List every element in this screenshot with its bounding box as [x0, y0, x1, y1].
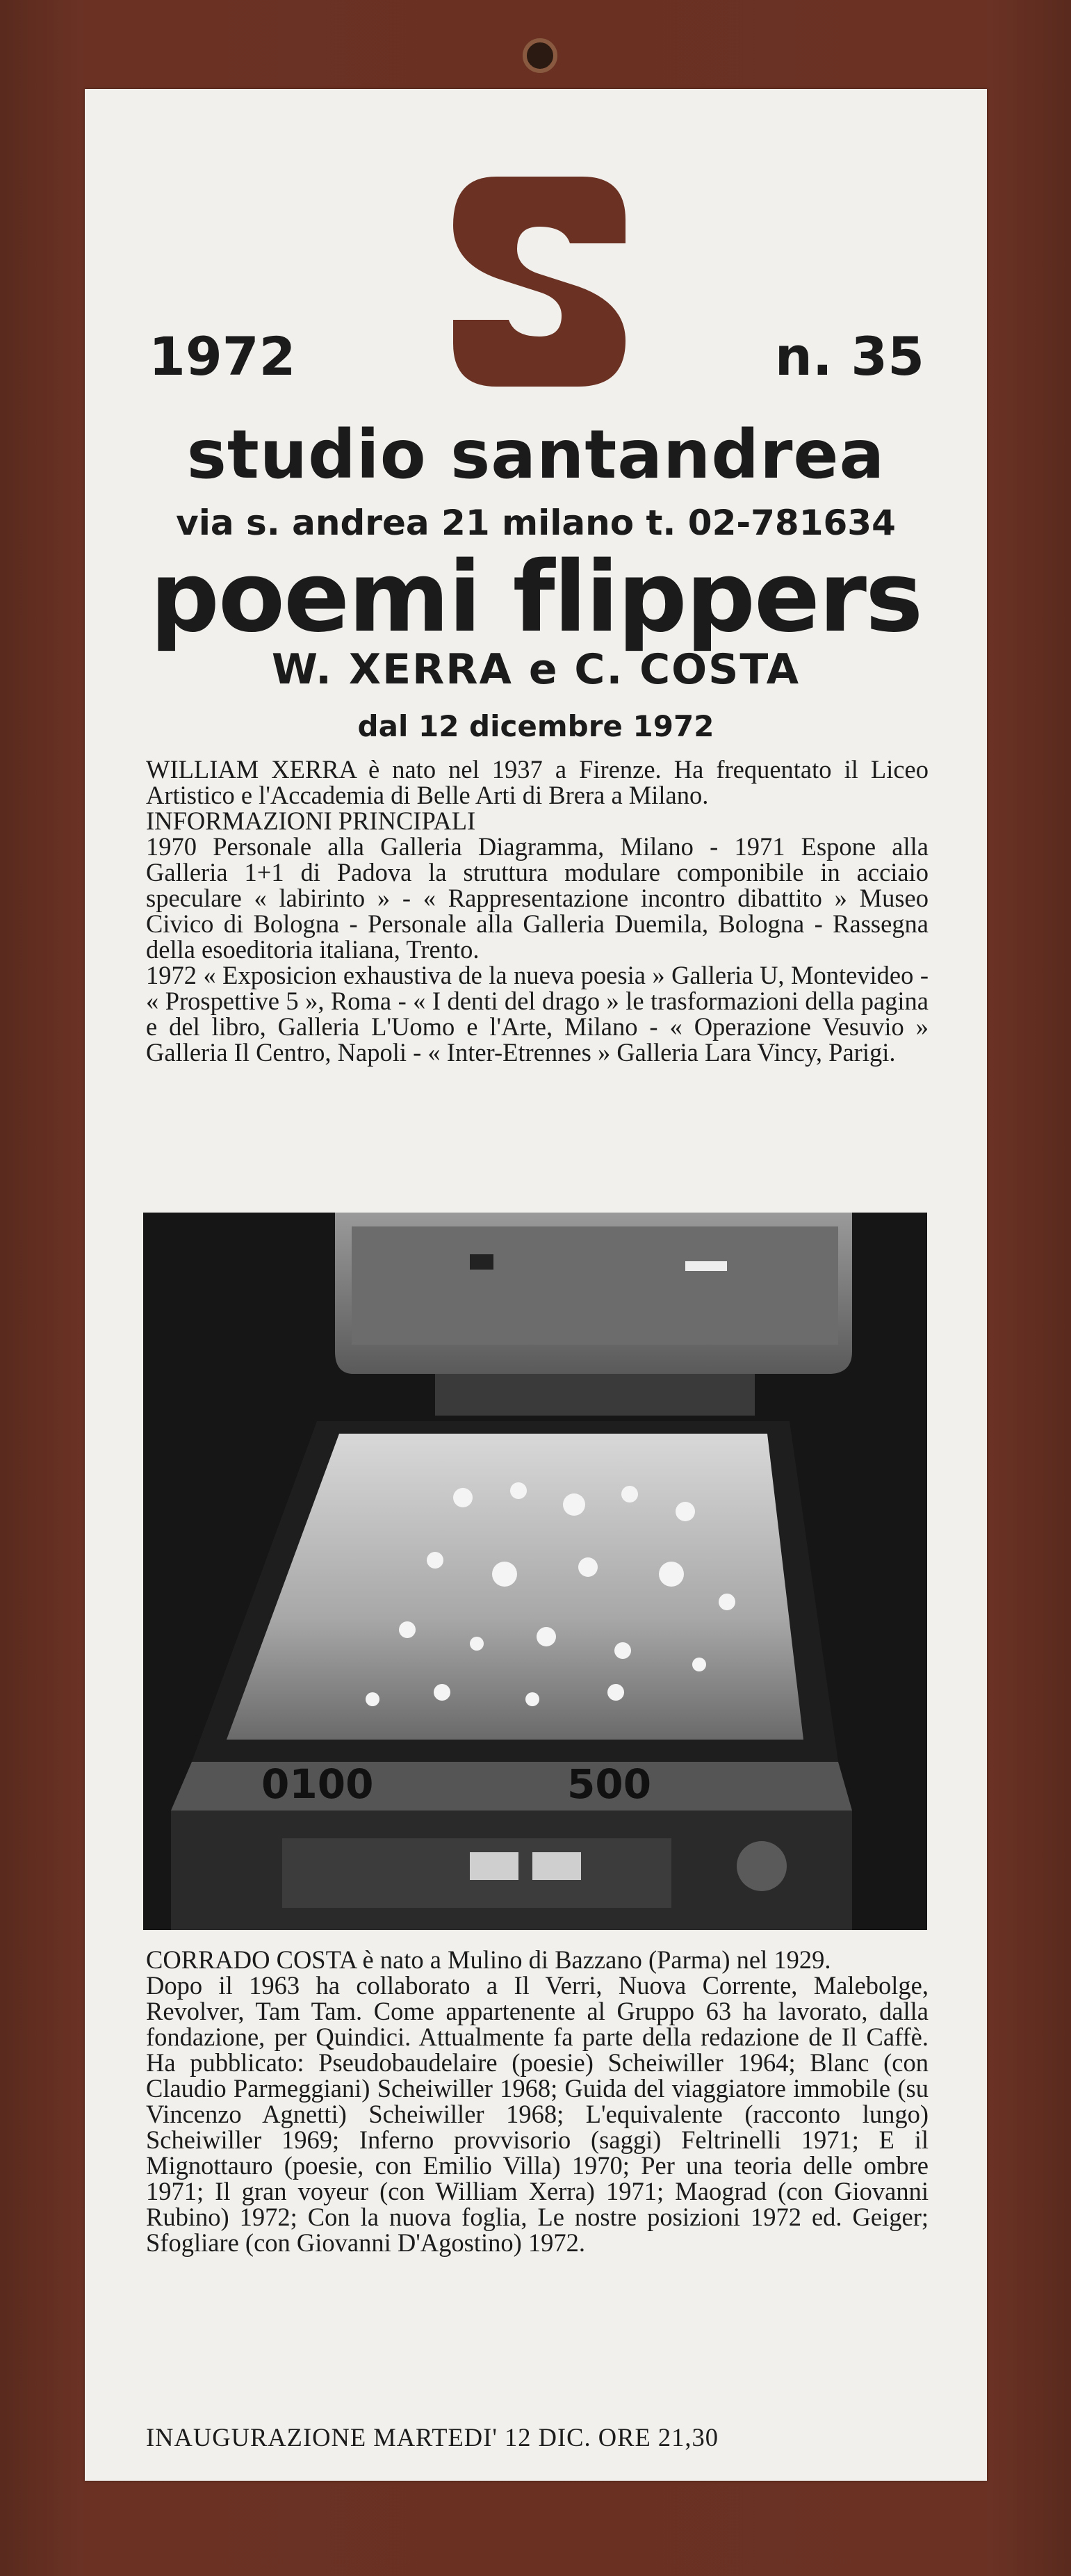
- opening-announcement: INAUGURAZIONE MARTEDI' 12 DIC. ORE 21,30: [146, 2423, 719, 2452]
- santandrea-s-logo: [453, 177, 626, 387]
- pinball-photo: [143, 1213, 927, 1930]
- apron-score-left: 0100: [261, 1760, 374, 1808]
- pinball-machine-illustration: [143, 1213, 927, 1930]
- gallery-name: studio santandrea: [186, 416, 885, 494]
- gallery-address: via s. andrea 21 milano t. 02-781634: [176, 503, 896, 543]
- year-label: 1972: [149, 325, 296, 387]
- exhibition-title: poemi flippers: [149, 541, 922, 654]
- exhibition-date: dal 12 dicembre 1972: [357, 709, 714, 743]
- poster-sheet: [85, 89, 987, 2481]
- hanging-hole: [523, 38, 557, 73]
- costa-biography: CORRADO COSTA è nato a Mulino di Bazzano (Parma) nel 1929. Dopo il 1963 ha collaborato a Il Verri, Nuova Corrente, Malebolge, Revolver, Tam Tam. Come appartenente al Gruppo 63 ha lavorato, dalla fondazione, per Quindici. Attualmente fa parte della redazione de Il Caffè. Ha pubblicato: Pseudobaudelaire (poesie) Scheiwiller 1964; Blanc (con Claudio Parmeggiani) Scheiwiller 1968; Guida del viaggiatore immobile (su Vincenzo Agnetti) Scheiwiller 1968; L'equivalente (racconto lungo) Scheiwiller 1969; Inferno provvisorio (saggi) Feltrinelli 1971; E il Mignottauro (poesie, con Emilio Villa) 1970; Per una teoria delle ombre 1971; Il gran voyeur (con William Xerra) 1971; Maograd (con Giovanni Rubino) 1972; Con la nuova foglia, Le nostre posizioni 1972 ed. Geiger; Sfogliare (con Giovanni D'Agostino) 1972.: [146, 1945, 929, 2257]
- issue-number: n. 35: [774, 325, 924, 387]
- apron-score-right: 500: [567, 1760, 652, 1808]
- xerra-biography: WILLIAM XERRA è nato nel 1937 a Firenze. Ha frequentato il Liceo Artistico e l'Accademia di Belle Arti di Brera a Milano. INFORMAZIONI PRINCIPALI 1970 Personale alla Galleria Diagramma, Milano - 1971 Espone alla Galleria 1+1 di Padova la struttura modulare componibile in acciaio speculare « labirinto » - « Rappresentazione incontro dibattito » Museo Civico di Bologna - Personale alla Galleria Duemila, Bologna - Rassegna della esoeditoria italiana, Trento. 1972 « Exposicion exhaustiva de la nueva poesia » Galleria U, Montevideo - « Prospettive 5 », Roma - « I denti del drago » le trasformazioni della pagina e del libro, Galleria L'Uomo e l'Arte, Milano - « Operazione Vesuvio » Galleria Il Centro, Napoli - « Inter-Etrennes » Galleria Lara Vincy, Parigi.: [146, 755, 929, 1067]
- exhibition-artists: W. XERRA e C. COSTA: [271, 645, 801, 694]
